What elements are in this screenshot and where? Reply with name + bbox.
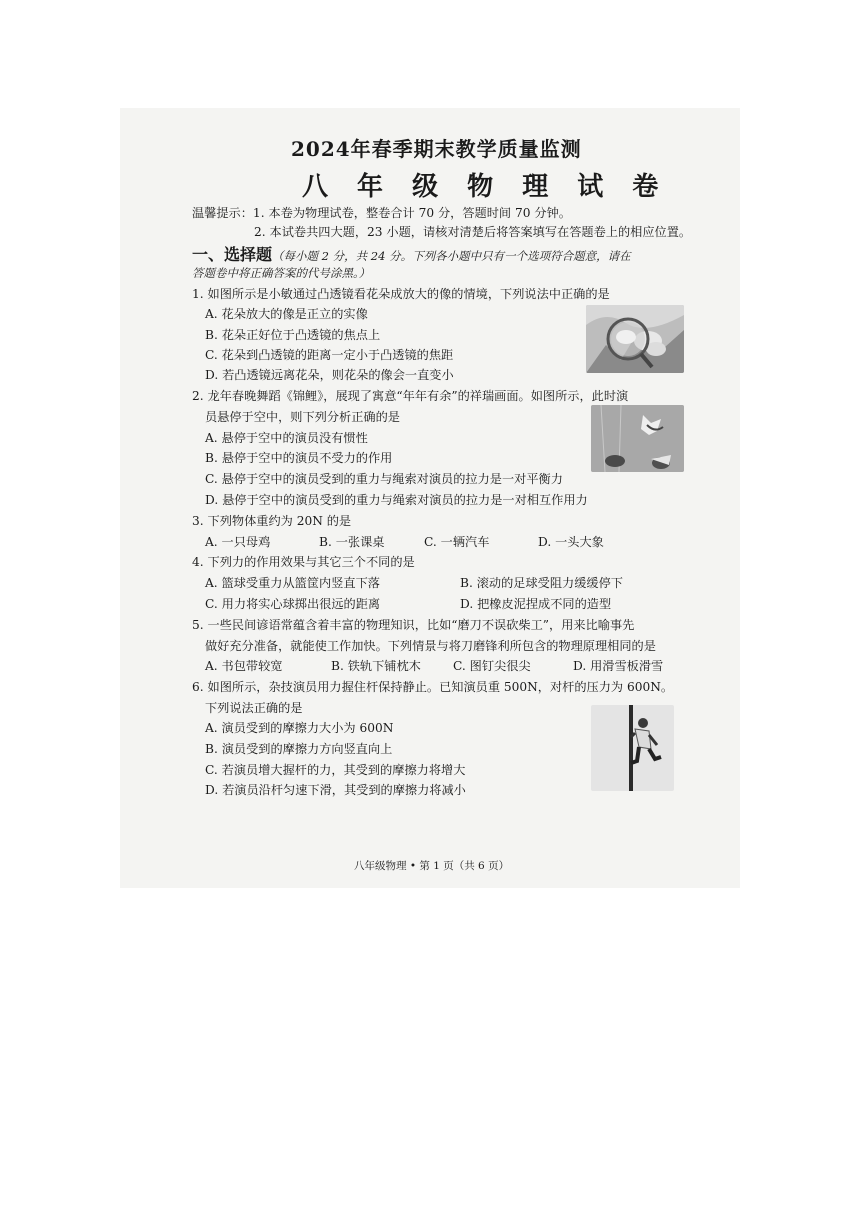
question-1-stem: 1. 如图所示是小敏通过凸透镜看花朵成放大的像的情境，下列说法中正确的是 <box>192 287 610 301</box>
notice-line-2: 2. 本试卷共四大题，23 小题，请核对清楚后将答案填写在答题卷上的相应位置。 <box>254 225 692 239</box>
question-2-stem-2: 员悬停于空中，则下列分析正确的是 <box>205 410 400 424</box>
q2-option-d: D. 悬停于空中的演员受到的重力与绳索对演员的拉力是一对相互作用力 <box>205 493 588 507</box>
q1-option-c: C. 花朵到凸透镜的距离一定小于凸透镜的焦距 <box>205 348 454 362</box>
question-6-stem-1: 6. 如图所示，杂技演员用力握住杆保持静止。已知演员重 500N，对杆的压力为 600N。 <box>192 680 674 694</box>
question-5-stem-2: 做好充分准备，就能使工作加快。下列情景与将刀磨锋利所包含的物理原理相同的是 <box>205 639 656 653</box>
q2-option-c: C. 悬停于空中的演员受到的重力与绳索对演员的拉力是一对平衡力 <box>205 472 563 486</box>
question-5-stem-1: 5. 一些民间谚语常蕴含着丰富的物理知识，比如“磨刀不误砍柴工”，用来比喻事先 <box>192 618 635 632</box>
exam-subtitle: 八 年 级 物 理 试 卷 <box>302 172 669 202</box>
q6-option-a: A. 演员受到的摩擦力大小为 600N <box>205 721 394 735</box>
section-heading <box>192 242 631 265</box>
page-footer: 八年级物理 • 第 1 页（共 6 页） <box>354 860 510 872</box>
q3-option-d: D. 一头大象 <box>538 535 604 549</box>
q4-option-b: B. 滚动的足球受阻力缓缓停下 <box>460 576 623 590</box>
q4-option-c: C. 用力将实心球掷出很远的距离 <box>205 597 381 611</box>
dance-performance-photo <box>591 405 684 472</box>
section-note: （每小题 2 分，共 24 分。下列各小题中只有一个选项符合题意，请在 <box>272 249 631 263</box>
question-6-stem-2: 下列说法正确的是 <box>205 701 303 715</box>
magnifier-flower-photo <box>586 305 684 373</box>
q5-option-d: D. 用滑雪板滑雪 <box>573 659 664 673</box>
section-title: 一、选择题 <box>192 245 273 264</box>
q1-option-a: A. 花朵放大的像是正立的实像 <box>205 307 368 321</box>
q5-option-a: A. 书包带较宽 <box>205 659 283 673</box>
q6-option-c: C. 若演员增大握杆的力，其受到的摩擦力将增大 <box>205 763 466 777</box>
q3-option-a: A. 一只母鸡 <box>205 535 271 549</box>
notice-line-1: 温馨提示：1. 本卷为物理试卷，整卷合计 70 分，答题时间 70 分钟。 <box>192 206 571 220</box>
q4-option-a: A. 篮球受重力从篮筐内竖直下落 <box>205 576 380 590</box>
question-4-stem: 4. 下列力的作用效果与其它三个不同的是 <box>192 555 415 569</box>
q1-option-d: D. 若凸透镜远离花朵，则花朵的像会一直变小 <box>205 368 454 382</box>
q4-option-d: D. 把橡皮泥捏成不同的造型 <box>460 597 612 611</box>
q6-option-b: B. 演员受到的摩擦力方向竖直向上 <box>205 742 393 756</box>
q2-option-a: A. 悬停于空中的演员没有惯性 <box>205 431 368 445</box>
q3-option-b: B. 一张课桌 <box>319 535 385 549</box>
q1-option-b: B. 花朵正好位于凸透镜的焦点上 <box>205 328 381 342</box>
q2-option-b: B. 悬停于空中的演员不受力的作用 <box>205 451 393 465</box>
exam-title: 2024年春季期末教学质量监测 <box>291 137 582 161</box>
pole-acrobat-photo <box>591 705 674 791</box>
q5-option-b: B. 铁轨下铺枕木 <box>331 659 421 673</box>
question-2-stem-1: 2. 龙年春晚舞蹈《锦鲤》，展现了寓意“年年有余”的祥瑞画面。如图所示，此时演 <box>192 389 629 403</box>
section-note-2: 答题卷中将正确答案的代号涂黑。） <box>192 266 371 280</box>
q3-option-c: C. 一辆汽车 <box>424 535 490 549</box>
q5-option-c: C. 图钉尖很尖 <box>453 659 531 673</box>
question-3-stem: 3. 下列物体重约为 20N 的是 <box>192 514 352 528</box>
q6-option-d: D. 若演员沿杆匀速下滑，其受到的摩擦力将减小 <box>205 783 466 797</box>
